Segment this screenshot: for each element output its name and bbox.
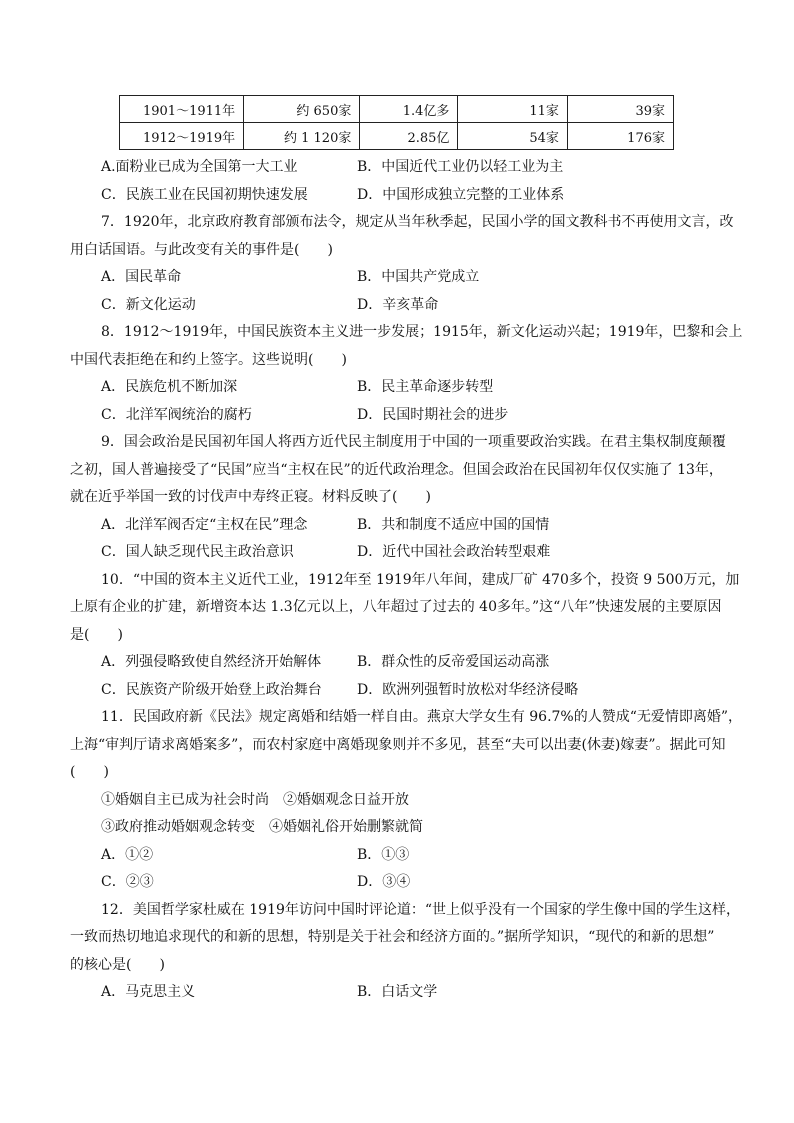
option-b: B．民主革命逐步转型 <box>357 379 494 395</box>
q6-options-row-1 <box>70 154 724 182</box>
q10-stem-line-1: 10．“中国的资本主义近代工业，1912年至 1919年八年间，建成厂矿 470多个，投资 9 500万元，加 <box>101 571 740 588</box>
table-cell: 11家 <box>458 96 567 123</box>
q11-options-row-1 <box>70 842 724 870</box>
option-a: A．列强侵略致使自然经济开始解体 <box>101 654 322 670</box>
q12-stem-line-3: 的核心是( ) <box>70 956 165 973</box>
q8-options-row-2 <box>70 402 724 430</box>
option-c: C．②③ <box>101 874 154 890</box>
q12-options-row-1 <box>70 979 724 1007</box>
table-cell: 2.85亿 <box>360 123 458 150</box>
q11-stem-line-2: 上海“审判厅请求离婚案多”，而农村家庭中离婚现象则并不多见，甚至“夫可以出妻(休妻)嫁妻”。据此可知 <box>70 736 726 753</box>
q11-statements-line-1: ①婚姻自主已成为社会时尚 ②婚姻观念日益开放 <box>101 791 409 808</box>
option-c: C．新文化运动 <box>101 296 196 313</box>
q6-options-row-2 <box>70 182 724 210</box>
q10-options-row-2 <box>70 677 724 705</box>
q9-stem-line-3: 就在近乎举国一致的讨伐声中寿终正寝。材料反映了( ) <box>70 489 431 505</box>
table-cell: 176家 <box>567 123 673 150</box>
option-a: A．北洋军阀否定“主权在民”理念 <box>101 516 308 533</box>
q9-options-row-2 <box>70 539 724 567</box>
table-row <box>120 123 674 150</box>
option-d: D．欧洲列强暂时放松对华经济侵略 <box>357 681 579 698</box>
option-a: A.面粉业已成为全国第一大工业 <box>101 159 298 175</box>
option-b: B．中国共产党成立 <box>357 269 480 285</box>
option-c: C．国人缺乏现代民主政治意识 <box>101 544 294 560</box>
option-b: B．群众性的反帝爱国运动高涨 <box>357 654 550 670</box>
option-d: D．近代中国社会政治转型艰难 <box>357 544 551 560</box>
table-cell: 54家 <box>458 123 567 150</box>
option-b: B．共和制度不适应中国的国情 <box>357 516 550 533</box>
option-a: A．马克思主义 <box>101 984 196 1000</box>
q11-options-row-2 <box>70 869 724 897</box>
q10-stem-line-3: 是( ) <box>70 626 123 643</box>
table-row <box>120 96 674 123</box>
q9-options-row-1 <box>70 512 724 540</box>
option-a: A．国民革命 <box>101 269 182 285</box>
option-c: C．民族资产阶级开始登上政治舞台 <box>101 681 322 698</box>
table-cell: 约 1 120家 <box>244 123 360 150</box>
q10-options-row-1 <box>70 649 724 677</box>
q11-stem-line-1: 11．民国政府新《民法》规定离婚和结婚一样自由。燕京大学女生有 96.7%的人赞成“无爱情即离婚”， <box>101 709 743 725</box>
q9-stem-line-2: 之初，国人普遍接受了“民国”应当“主权在民”的近代政治理念。但国会政治在民国初年仅仅实施了 13年， <box>70 461 723 478</box>
industry-data-table <box>119 95 674 150</box>
option-c: C．北洋军阀统治的腐朽 <box>101 406 252 423</box>
option-a: A．①② <box>101 846 154 863</box>
option-d: D．辛亥革命 <box>357 296 439 313</box>
option-d: D．民国时期社会的进步 <box>357 406 509 423</box>
q12-stem-line-2: 一致而热切地追求现代的和新的思想，特别是关于社会和经济方面的。”据所学知识，“现代的和新的思想” <box>70 929 715 945</box>
q11-stem-line-3: ( ) <box>70 764 109 780</box>
q11-statements-line-2: ③政府推动婚姻观念转变 ④婚姻礼俗开始删繁就简 <box>101 819 423 835</box>
q7-options-row-1 <box>70 264 724 292</box>
q7-options-row-2 <box>70 292 724 320</box>
table-cell: 1901～1911年 <box>120 96 244 123</box>
option-b: B．中国近代工业仍以轻工业为主 <box>357 159 564 175</box>
option-b: B．白话文学 <box>357 984 438 1000</box>
q12-stem-line-1: 12．美国哲学家杜威在 1919年访问中国时评论道：“世上似乎没有一个国家的学生像中国的学生这样， <box>101 901 741 918</box>
option-b: B．①③ <box>357 846 410 863</box>
table-cell: 约 650家 <box>244 96 360 123</box>
q8-stem-line-2: 中国代表拒绝在和约上签字。这些说明( ) <box>70 351 347 368</box>
table-cell: 39家 <box>567 96 673 123</box>
q8-stem-line-1: 8．1912～1919年，中国民族资本主义进一步发展；1915年，新文化运动兴起；1919年，巴黎和会上 <box>101 324 743 340</box>
q10-stem-line-2: 上原有企业的扩建，新增资本达 1.3亿元以上，八年超过了过去的 40多年。”这“八年”快速发展的主要原因 <box>70 599 722 615</box>
q9-stem-line-1: 9．国会政治是民国初年国人将西方近代民主制度用于中国的一项重要政治实践。在君主集权制度颠覆 <box>101 434 726 450</box>
table-cell: 1912～1919年 <box>120 123 244 150</box>
option-d: D．中国形成独立完整的工业体系 <box>357 186 565 203</box>
q7-stem-line-1: 7．1920年，北京政府教育部颁布法令，规定从当年秋季起，民国小学的国文教科书不再使用文言，改 <box>101 214 734 230</box>
table-cell: 1.4亿多 <box>360 96 458 123</box>
option-d: D．③④ <box>357 874 411 890</box>
q7-stem-line-2: 用白话国语。与此改变有关的事件是( ) <box>70 241 333 258</box>
option-c: C．民族工业在民国初期快速发展 <box>101 186 308 203</box>
q8-options-row-1 <box>70 374 724 402</box>
option-a: A．民族危机不断加深 <box>101 379 238 395</box>
questions-content <box>70 154 743 1007</box>
